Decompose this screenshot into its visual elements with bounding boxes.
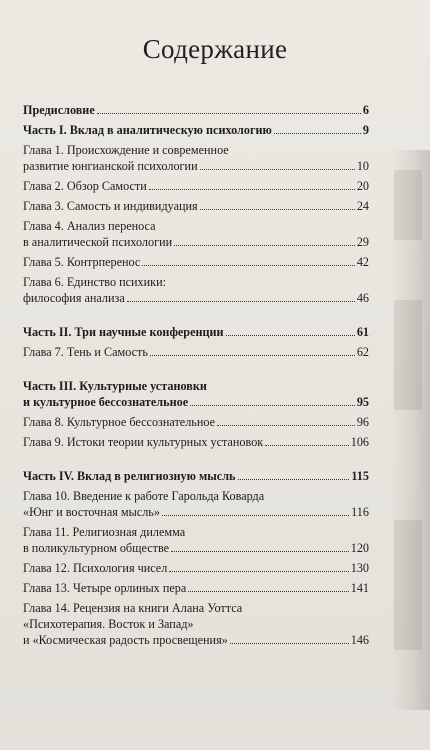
- dot-leader: [238, 479, 350, 480]
- toc-entry-line: Глава 6. Единство психики:: [23, 275, 166, 289]
- toc-entry-line: Глава 10. Введение к работе Гарольда Коварда: [23, 489, 265, 503]
- toc-entry-row: [23, 414, 369, 430]
- toc-entry-row: [23, 290, 369, 306]
- toc-part-entry[interactable]: [23, 102, 369, 118]
- toc-chapter-entry[interactable]: [23, 198, 369, 214]
- dot-leader: [217, 425, 355, 426]
- toc-entry-label: в аналитической психологии: [23, 235, 173, 249]
- dot-leader: [230, 643, 349, 644]
- page-number: 24: [356, 199, 369, 213]
- toc-entry-line: Часть III. Культурные установки: [23, 379, 207, 393]
- page-number: 10: [356, 159, 369, 173]
- toc-chapter-entry[interactable]: [23, 274, 369, 306]
- toc-chapter-entry[interactable]: [23, 600, 369, 648]
- page-number: 62: [356, 345, 369, 359]
- page-number: 46: [356, 291, 369, 305]
- toc-entry-row: [23, 324, 369, 340]
- toc-entry-line: «Психотерапия. Восток и Запад»: [23, 617, 194, 631]
- toc-entry-label: в поликультурном обществе: [23, 541, 170, 555]
- toc-chapter-entry[interactable]: [23, 560, 369, 576]
- toc-entry-label: философия анализа: [23, 291, 125, 305]
- toc-entry-label: «Юнг и восточная мысль»: [23, 505, 160, 519]
- dot-leader: [171, 551, 349, 552]
- toc-entry-label: Глава 8. Культурное бессознательное: [23, 415, 216, 429]
- dot-leader: [142, 265, 354, 266]
- page-number: 120: [350, 541, 369, 555]
- dot-leader: [174, 245, 355, 246]
- dot-leader: [200, 169, 355, 170]
- toc-entry-label: Часть IV. Вклад в религиозную мысль: [23, 469, 236, 483]
- toc-entry-row: [23, 632, 369, 648]
- toc-entry-row: [23, 234, 369, 250]
- toc-chapter-entry[interactable]: [23, 488, 369, 520]
- dot-leader: [127, 301, 355, 302]
- bleed-through-mark: [394, 520, 422, 650]
- dot-leader: [190, 405, 355, 406]
- dot-leader: [150, 355, 355, 356]
- page-number: 106: [350, 435, 369, 449]
- toc-entry-label: Глава 2. Обзор Самости: [23, 179, 147, 193]
- toc-entry-row: [23, 254, 369, 270]
- section-gap: [23, 310, 369, 324]
- toc-entry-label: Глава 13. Четыре орлиных пера: [23, 581, 187, 595]
- dot-leader: [265, 445, 349, 446]
- toc-chapter-entry[interactable]: [23, 178, 369, 194]
- bleed-through-mark: [394, 170, 422, 240]
- toc-entry-row: [23, 434, 369, 450]
- page-number: 61: [356, 325, 369, 339]
- toc-part-entry[interactable]: [23, 378, 369, 410]
- toc-chapter-entry[interactable]: [23, 344, 369, 360]
- toc-entry-row: [23, 158, 369, 174]
- dot-leader: [169, 571, 348, 572]
- toc-entry-row: [23, 178, 369, 194]
- toc-chapter-entry[interactable]: [23, 524, 369, 556]
- page-number: 29: [356, 235, 369, 249]
- toc-entry-line: Глава 4. Анализ переноса: [23, 219, 156, 233]
- dot-leader: [188, 591, 348, 592]
- toc-entry-label: Глава 7. Тень и Самость: [23, 345, 148, 359]
- toc-entry-row: [23, 198, 369, 214]
- page-number: 42: [356, 255, 369, 269]
- toc-chapter-entry[interactable]: [23, 434, 369, 450]
- toc-part-entry[interactable]: [23, 468, 369, 484]
- toc-chapter-entry[interactable]: [23, 580, 369, 596]
- toc-chapter-entry[interactable]: [23, 142, 369, 174]
- toc-entry-row: [23, 560, 369, 576]
- page-number: 141: [350, 581, 369, 595]
- toc-entry-label: Глава 12. Психология чисел: [23, 561, 168, 575]
- page-number: 115: [351, 469, 369, 483]
- dot-leader: [200, 209, 355, 210]
- toc-entry-line: Глава 11. Религиозная дилемма: [23, 525, 186, 539]
- page-number: 95: [356, 395, 369, 409]
- dot-leader: [97, 113, 361, 114]
- toc-entry-row: [23, 468, 369, 484]
- toc-entry-label: Глава 3. Самость и индивидуация: [23, 199, 198, 213]
- toc-entry-label: Часть I. Вклад в аналитическую психологию: [23, 123, 272, 137]
- dot-leader: [226, 335, 355, 336]
- toc-entry-line: Глава 14. Рецензия на книги Алана Уоттса: [23, 601, 243, 615]
- dot-leader: [162, 515, 349, 516]
- toc-entry-row: [23, 504, 369, 520]
- page-number: 116: [351, 505, 369, 519]
- toc-entry-row: [23, 580, 369, 596]
- toc-entry-row: [23, 102, 369, 118]
- toc-chapter-entry[interactable]: [23, 218, 369, 250]
- toc-entry-label: Глава 9. Истоки теории культурных установок: [23, 435, 264, 449]
- toc-entry-row: [23, 344, 369, 360]
- toc-entry-label: и «Космическая радость просвещения»: [23, 633, 228, 647]
- toc-entry-label: развитие юнгианской психологии: [23, 159, 198, 173]
- toc-entry-label: Предисловие: [23, 103, 95, 117]
- table-of-contents: [23, 102, 369, 652]
- toc-part-entry[interactable]: [23, 324, 369, 340]
- toc-entry-row: [23, 122, 369, 138]
- page-number: 96: [356, 415, 369, 429]
- dot-leader: [149, 189, 355, 190]
- toc-entry-label: Глава 5. Контрперенос: [23, 255, 141, 269]
- toc-entry-row: [23, 540, 369, 556]
- toc-chapter-entry[interactable]: [23, 414, 369, 430]
- section-gap: [23, 454, 369, 468]
- page-number: 130: [350, 561, 369, 575]
- dot-leader: [274, 133, 361, 134]
- page-number: 6: [362, 103, 369, 117]
- page-title: Содержание: [142, 34, 288, 64]
- page-number: 9: [362, 123, 369, 137]
- page-number: 20: [356, 179, 369, 193]
- toc-chapter-entry[interactable]: [23, 254, 369, 270]
- bleed-through-mark: [394, 300, 422, 410]
- toc-entry-line: Глава 1. Происхождение и современное: [23, 143, 229, 157]
- toc-part-entry[interactable]: [23, 122, 369, 138]
- page-number: 146: [350, 633, 369, 647]
- toc-entry-row: [23, 394, 369, 410]
- section-gap: [23, 364, 369, 378]
- toc-entry-label: и культурное бессознательное: [23, 395, 189, 409]
- toc-entry-label: Часть II. Три научные конференции: [23, 325, 224, 339]
